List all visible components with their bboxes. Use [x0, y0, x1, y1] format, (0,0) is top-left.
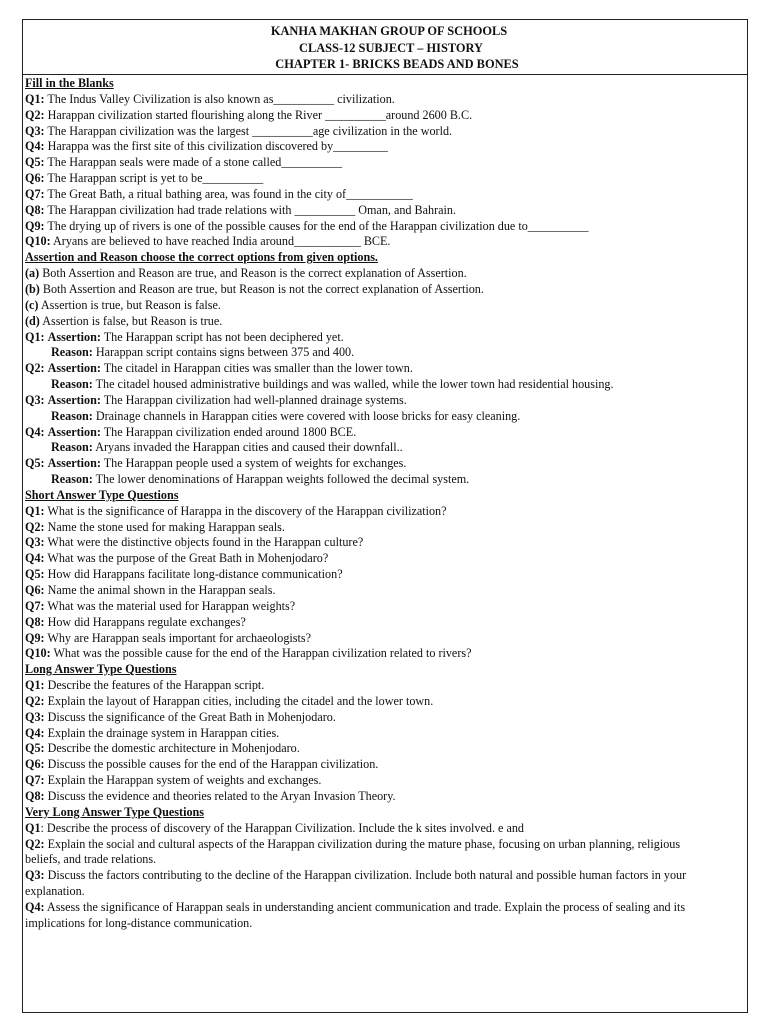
question-number: Q1:	[25, 91, 45, 106]
question-number: Q9:	[25, 218, 45, 233]
question-text: What was the possible cause for the end of the Harappan civilization related to rivers?	[50, 646, 472, 661]
question-text: Name the animal shown in the Harappan seals.	[44, 583, 276, 597]
assertion-options-list	[25, 266, 747, 329]
long-answer-item	[25, 741, 747, 757]
question-number: Q4:	[25, 551, 45, 566]
fill-blank-item	[25, 219, 747, 235]
question-text: Discuss the possible causes for the end of the Harappan civilization.	[44, 757, 379, 772]
question-number: Q7:	[25, 773, 45, 788]
question-text: Explain the layout of Harappan cities, including the citadel and the lower town.	[44, 693, 434, 708]
question-number: Q1	[25, 820, 41, 835]
question-number: Q10:	[25, 646, 51, 661]
short-answer-item	[25, 567, 747, 583]
assertion-label: Assertion:	[47, 329, 101, 344]
question-number: Q4:	[25, 139, 45, 154]
option-text: Assertion is false, but Reason is true.	[39, 313, 223, 328]
question-number: Q2:	[25, 519, 45, 534]
assertion-reason-list	[25, 330, 747, 488]
question-text: The Great Bath, a ritual bathing area, was found in the city of___________	[44, 186, 413, 201]
question-text: Discuss the evidence and theories related to the Aryan Invasion Theory.	[44, 788, 396, 803]
question-text: Explain the Harappan system of weights and exchanges.	[44, 773, 322, 788]
question-number: Q6:	[25, 757, 45, 772]
reason-label: Reason:	[51, 345, 93, 360]
section-title-long-answer: Long Answer Type Questions	[25, 662, 177, 677]
question-number: Q5:	[25, 567, 45, 582]
question-text: What is the significance of Harappa in the discovery of the Harappan civilization?	[44, 503, 447, 518]
reason-line	[25, 377, 747, 393]
question-number: Q3:	[25, 123, 45, 138]
question-text: How did Harappans facilitate long-distance communication?	[44, 567, 343, 582]
question-text: Explain the drainage system in Harappan cities.	[44, 725, 280, 740]
question-number: Q3:	[25, 392, 45, 407]
question-text: What was the material used for Harappan weights?	[44, 598, 296, 613]
option-key: (c)	[25, 297, 39, 312]
question-text: The Harappan seals were made of a stone called__________	[44, 155, 343, 170]
reason-line	[25, 472, 747, 488]
very-long-answer-item	[25, 868, 747, 900]
question-number: Q5:	[25, 456, 45, 471]
fill-blanks-list	[25, 92, 747, 250]
question-number: Q3:	[25, 535, 45, 550]
question-text: The Harappan script is yet to be__________	[44, 171, 264, 186]
question-text: What was the purpose of the Great Bath in Mohenjodaro?	[44, 551, 329, 566]
long-answer-item	[25, 773, 747, 789]
assertion-text: The citadel in Harappan cities was smaller than the lower town.	[100, 361, 413, 376]
question-number: Q4:	[25, 725, 45, 740]
short-answer-item	[25, 551, 747, 567]
chapter-title: CHAPTER 1- BRICKS BEADS AND BONES	[275, 57, 519, 72]
assertion-line	[25, 456, 747, 472]
short-answer-item	[25, 615, 747, 631]
question-number: Q2:	[25, 361, 45, 376]
fill-blank-item	[25, 203, 747, 219]
question-number: Q2:	[25, 693, 45, 708]
question-text: Describe the domestic architecture in Mohenjodaro.	[44, 741, 300, 756]
question-number: Q8:	[25, 614, 45, 629]
question-number: Q6:	[25, 171, 45, 186]
question-number: Q3:	[25, 868, 45, 883]
question-text: : Describe the process of discovery of the Harappan Civilization. Include the k sites involved. e and	[40, 820, 524, 835]
question-text: Name the stone used for making Harappan seals.	[44, 519, 285, 534]
long-answer-item	[25, 678, 747, 694]
very-long-answer-item	[25, 900, 747, 932]
question-number: Q1:	[25, 329, 45, 344]
assertion-label: Assertion:	[47, 392, 101, 407]
question-number: Q1:	[25, 503, 45, 518]
reason-line	[25, 345, 747, 361]
question-text: Discuss the significance of the Great Bath in Mohenjodaro.	[44, 709, 336, 724]
question-number: Q10:	[25, 234, 51, 249]
assertion-option	[25, 314, 747, 330]
fill-blank-item	[25, 171, 747, 187]
assertion-text: The Harappan script has not been deciphered yet.	[100, 329, 344, 344]
assertion-line	[25, 361, 747, 377]
assertion-text: The Harappan civilization had well-planned drainage systems.	[100, 392, 407, 407]
section-title-short-answer: Short Answer Type Questions	[25, 487, 179, 502]
question-text: The drying up of rivers is one of the possible causes for the end of the Harappan civilization due to__________	[44, 218, 589, 233]
assertion-text: The Harappan people used a system of weights for exchanges.	[100, 456, 407, 471]
assertion-line	[25, 425, 747, 441]
reason-label: Reason:	[51, 472, 93, 487]
question-number: Q2:	[25, 836, 45, 851]
reason-text: Drainage channels in Harappan cities were covered with loose bricks for easy cleaning.	[92, 408, 521, 423]
question-text: Aryans are believed to have reached India around___________ BCE.	[50, 234, 391, 249]
very-long-answer-item	[25, 821, 747, 837]
question-text: What were the distinctive objects found in the Harappan culture?	[44, 535, 364, 550]
long-answer-list	[25, 678, 747, 805]
question-text: The Indus Valley Civilization is also known as__________ civilization.	[44, 91, 395, 106]
question-number: Q8:	[25, 788, 45, 803]
class-subject: CLASS-12 SUBJECT – HISTORY	[299, 40, 483, 55]
option-text: Assertion is true, but Reason is false.	[38, 297, 221, 312]
school-name: KANHA MAKHAN GROUP OF SCHOOLS	[270, 24, 508, 38]
section-title-fill-blanks: Fill in the Blanks	[25, 76, 114, 90]
reason-text: Aryans invaded the Harappan cities and caused their downfall..	[92, 440, 403, 455]
fill-blank-item	[25, 155, 747, 171]
question-text: How did Harappans regulate exchanges?	[44, 614, 246, 629]
question-text: Describe the features of the Harappan script.	[44, 678, 265, 693]
short-answer-item	[25, 646, 747, 662]
section-title-assertion-reason: Assertion and Reason choose the correct options from given options.	[25, 250, 378, 265]
question-number: Q4:	[25, 424, 45, 439]
assertion-option	[25, 266, 747, 282]
option-key: (b)	[25, 281, 40, 296]
page-header	[23, 20, 747, 75]
worksheet	[22, 19, 748, 1013]
long-answer-item	[25, 694, 747, 710]
reason-text: The citadel housed administrative buildings and was walled, while the lower town had residential housing.	[92, 377, 614, 392]
fill-blank-item	[25, 108, 747, 124]
question-text: Explain the social and cultural aspects of the Harappan civilization during the mature phase, focusing on urban planning, religious beliefs, and trade relations.	[25, 836, 681, 867]
question-text: Harappan civilization started flourishing along the River __________around 2600 B.C.	[44, 107, 473, 122]
very-long-answer-list	[25, 821, 747, 932]
reason-label: Reason:	[51, 440, 93, 455]
assertion-label: Assertion:	[47, 456, 101, 471]
reason-text: The lower denominations of Harappan weights followed the decimal system.	[92, 472, 470, 487]
assertion-text: The Harappan civilization ended around 1800 BCE.	[100, 424, 357, 439]
short-answer-item	[25, 535, 747, 551]
short-answer-item	[25, 520, 747, 536]
question-number: Q4:	[25, 899, 45, 914]
assertion-label: Assertion:	[47, 424, 101, 439]
assertion-line	[25, 393, 747, 409]
short-answer-item	[25, 583, 747, 599]
fill-blank-item	[25, 124, 747, 140]
option-text: Both Assertion and Reason are true, and Reason is the correct explanation of Assertion.	[39, 266, 467, 281]
fill-blank-item	[25, 92, 747, 108]
question-number: Q6:	[25, 583, 45, 597]
option-key: (d)	[25, 313, 40, 328]
fill-blank-item	[25, 139, 747, 155]
worksheet-body	[23, 75, 747, 932]
long-answer-item	[25, 789, 747, 805]
question-number: Q7:	[25, 598, 45, 613]
question-number: Q9:	[25, 630, 45, 645]
assertion-line	[25, 330, 747, 346]
short-answer-item	[25, 504, 747, 520]
question-text: Discuss the factors contributing to the decline of the Harappan civilization. Include both natural and possible human factors in your explanation.	[25, 868, 687, 899]
question-number: Q5:	[25, 155, 45, 170]
question-number: Q1:	[25, 678, 45, 693]
question-number: Q8:	[25, 202, 45, 217]
section-title-very-long-answer: Very Long Answer Type Questions	[25, 804, 204, 819]
option-text: Both Assertion and Reason are true, but Reason is not the correct explanation of Assertion.	[39, 281, 484, 296]
question-text: The Harappan civilization was the largest __________age civilization in the world.	[44, 123, 453, 138]
question-number: Q5:	[25, 741, 45, 756]
assertion-option	[25, 282, 747, 298]
long-answer-item	[25, 710, 747, 726]
fill-blank-item	[25, 187, 747, 203]
assertion-label: Assertion:	[47, 361, 101, 376]
short-answer-list	[25, 504, 747, 662]
long-answer-item	[25, 726, 747, 742]
question-number: Q2:	[25, 107, 45, 122]
question-text: Why are Harappan seals important for archaeologists?	[44, 630, 311, 645]
question-number: Q3:	[25, 709, 45, 724]
question-text: Harappa was the first site of this civilization discovered by_________	[44, 139, 388, 154]
short-answer-item	[25, 631, 747, 647]
reason-line	[25, 440, 747, 456]
fill-blank-item	[25, 234, 747, 250]
question-text: The Harappan civilization had trade relations with __________ Oman, and Bahrain.	[44, 202, 456, 217]
short-answer-item	[25, 599, 747, 615]
assertion-option	[25, 298, 747, 314]
reason-label: Reason:	[51, 377, 93, 392]
question-text: Assess the significance of Harappan seals in understanding ancient communication and trade. Explain the process of sealing and its implications for long-distance communication.	[25, 899, 686, 930]
reason-text: Harappan script contains signs between 375 and 400.	[92, 345, 355, 360]
option-key: (a)	[25, 266, 40, 281]
question-number: Q7:	[25, 186, 45, 201]
long-answer-item	[25, 757, 747, 773]
very-long-answer-item	[25, 837, 747, 869]
reason-label: Reason:	[51, 408, 93, 423]
reason-line	[25, 409, 747, 425]
